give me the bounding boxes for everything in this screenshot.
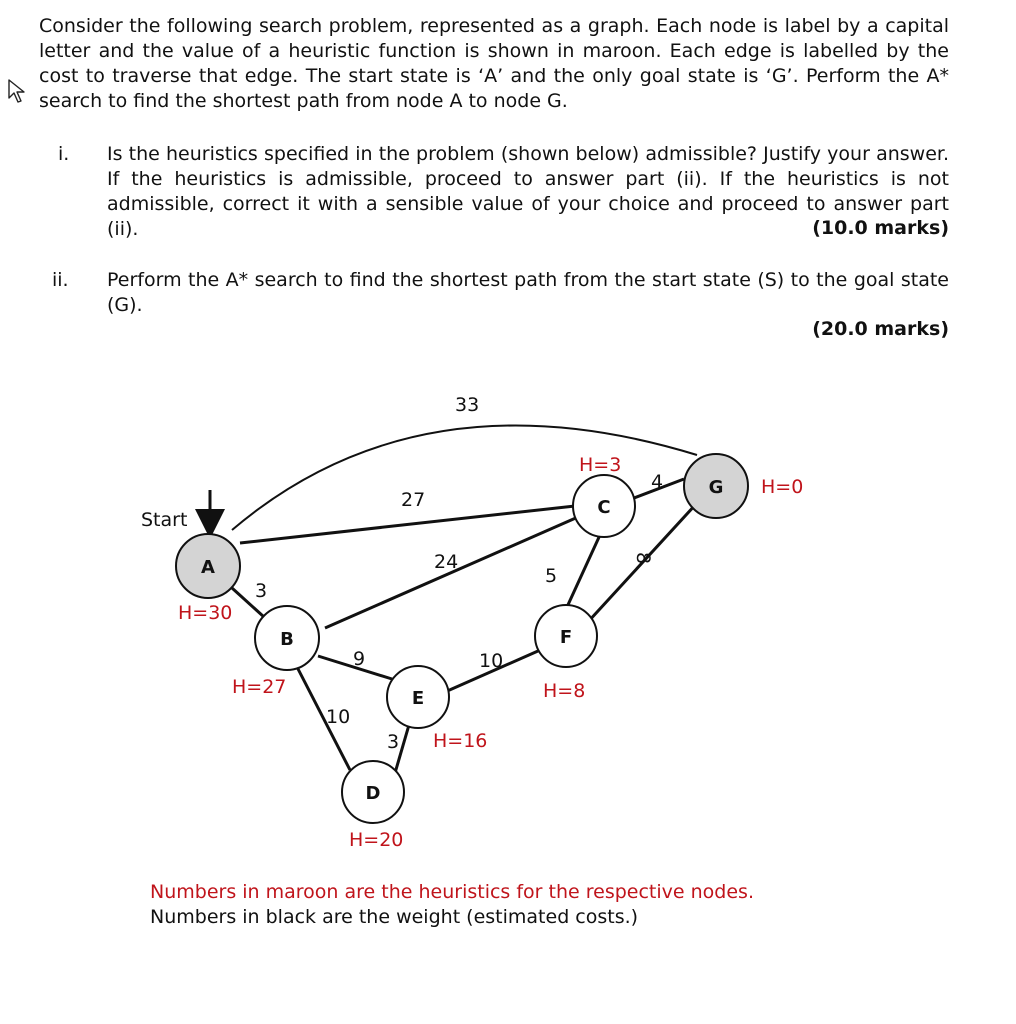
- cost-E-F: 10: [479, 650, 504, 672]
- search-graph: [0, 380, 1016, 860]
- heuristic-A: H=30: [178, 602, 233, 624]
- node-C-label: C: [597, 497, 611, 518]
- node-A: [176, 534, 240, 598]
- question-2-number: ii.: [52, 269, 69, 291]
- mouse-cursor-icon: [6, 78, 28, 104]
- heuristic-G: H=0: [761, 476, 804, 498]
- heuristic-C: H=3: [579, 454, 622, 476]
- node-G-label: G: [708, 477, 724, 498]
- question-1-text: Is the heuristics specified in the problem (shown below) admissible? Justify your answer. If the heuristics is admissible, proceed to answer part (ii). If the heuristics is not admissible, correct it with a sensible value of your choice and proceed to answer part (ii).: [107, 143, 949, 240]
- edge-A-C: [240, 506, 575, 543]
- node-F: [535, 605, 597, 667]
- node-G: [684, 454, 748, 518]
- cost-A-B: 3: [255, 580, 268, 602]
- question-2-marks: (20.0 marks): [812, 318, 949, 340]
- node-D-label: D: [365, 783, 381, 804]
- node-E: [387, 666, 449, 728]
- cost-C-G: 4: [651, 471, 664, 493]
- question-1-marks: (10.0 marks): [812, 217, 949, 239]
- cost-C-F: 5: [545, 565, 558, 587]
- cost-B-D: 10: [326, 706, 351, 728]
- node-C: [573, 475, 635, 537]
- cost-A-G: 33: [455, 394, 480, 416]
- node-F-label: F: [559, 627, 573, 648]
- problem-intro: Consider the following search problem, represented as a graph. Each node is label by a capital letter and the value of a heuristic function is shown in maroon. Each edge is labelled by the cost to traverse that edge. The start state is ‘A’ and the only goal state is ‘G’. Perform the A* search to find the shortest path from node A to node G.: [39, 15, 949, 112]
- cost-D-E: 3: [387, 731, 400, 753]
- edge-C-F: [567, 535, 600, 607]
- question-1-number: i.: [58, 143, 70, 165]
- heuristic-B: H=27: [232, 676, 287, 698]
- cost-F-G: 8: [632, 552, 654, 565]
- cost-B-E: 9: [353, 648, 366, 670]
- start-label: Start: [141, 509, 188, 531]
- cost-A-C: 27: [401, 489, 426, 511]
- cost-B-C: 24: [434, 551, 459, 573]
- node-E-label: E: [411, 688, 425, 709]
- node-A-label: A: [201, 557, 215, 578]
- note-heuristics: Numbers in maroon are the heuristics for the respective nodes.: [150, 881, 754, 903]
- question-2-text: Perform the A* search to find the shortest path from the start state (S) to the goal state (G).: [107, 269, 949, 316]
- node-D: [342, 761, 404, 823]
- heuristic-F: H=8: [543, 680, 586, 702]
- node-B: [255, 606, 319, 670]
- node-B-label: B: [280, 629, 294, 650]
- heuristic-E: H=16: [433, 730, 488, 752]
- note-weights: Numbers in black are the weight (estimated costs.): [150, 906, 639, 928]
- heuristic-D: H=20: [349, 829, 404, 851]
